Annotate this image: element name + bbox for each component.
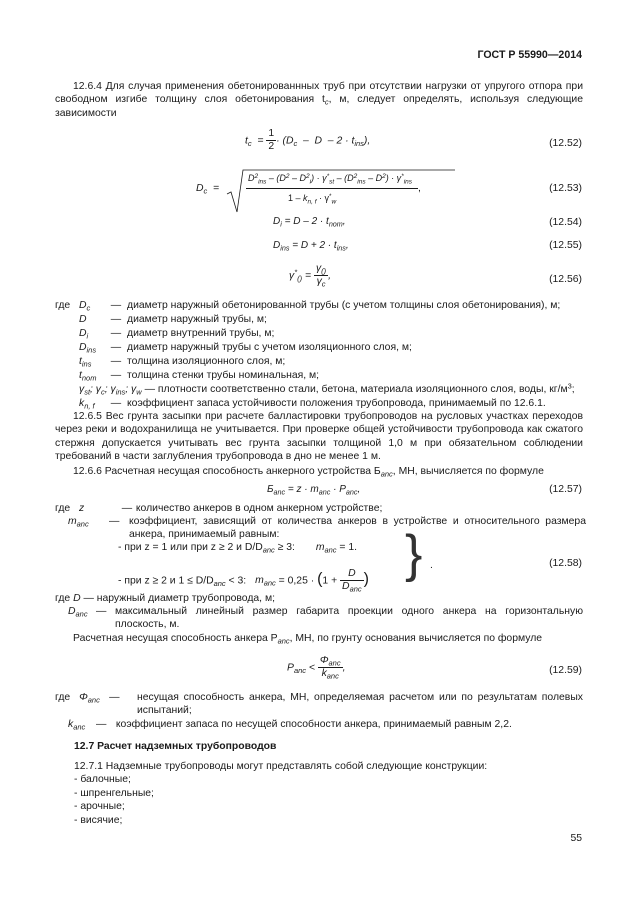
equation-number: (12.55) [549, 240, 582, 251]
document-header: ГОСТ Р 55990—2014 [477, 49, 582, 61]
def-row: $t_{ins}$ — толщина изоляционного слоя, м; [79, 356, 286, 369]
equation-number: (12.54) [549, 217, 582, 228]
def-row-Danc: $D_{anc}$ — максимальный линейный размер габарита проекции одного анкера на горизонтальную плоскость, м. [68, 606, 583, 631]
def-row: $k_{n, f}$ — коэффициент запаса устойчивости положения трубопровода, принимаемый по 12.6.1. [79, 398, 546, 411]
formula-12-54: $D_i = D - 2 \cdot t_{nom}$, [273, 216, 346, 229]
paragraph-12-6-5: 12.6.5 Вес грунта засыпки при расчете балластировки трубопроводов на русловых участках переходов через реки и водохранилища не учитывается. При проверке общей устойчивости трубопровода как сжатого стержня допускается учитывать вес грунта засыпки толщиной 1,0 м при обязательном соблюдении требований в части заглубления трубопровода в дно не менее 1 м. [55, 411, 583, 463]
formula-12-52: $t_c$ = $\frac{1}{2}$ · $(D_c - D - 2 \cdot t_{ins})$, [245, 128, 371, 152]
paragraph-12-6-4: 12.6.4 Для случая применения обетонированнных труб при отсутствии нагрузки от упругого отпора при свободном изгибе толщину слоя обетонирования $t_c$, м, следует определять, используя следующие зависимости [55, 81, 583, 119]
equation-number: (12.52) [549, 138, 582, 149]
equation-number: (12.59) [549, 665, 582, 676]
where-label: где [55, 300, 71, 311]
paragraph-12-6-6: 12.6.6 Расчетная несущая способность анкерного устройства $Б_{anc}$, МН, вычисляется по формуле [73, 466, 544, 479]
equation-number: (12.57) [549, 484, 582, 495]
list-item: - балочные; [74, 774, 131, 785]
list-item: - шпренгельные; [74, 788, 154, 799]
equation-number: (12.53) [549, 183, 582, 194]
def-row: z — количество анкеров в одном анкерном устройстве; [79, 503, 383, 514]
equation-number: (12.58) [549, 558, 582, 569]
def-row: $D_c$ — диаметр наружный обетонированной трубы (с учетом толщины слоя обетонирования), м; [79, 300, 561, 313]
case-2: - при z ≥ 2 и $1 \le D/D_{anc} < 3$: $m_{anc} = 0,25 \cdot (1$ + $\frac{D}{D_{anc}}$ ) [118, 568, 369, 594]
list-item: - висячие; [74, 815, 123, 826]
def-row: $D_{ins}$ — диаметр наружный трубы с учетом изоляционного слоя, м; [79, 342, 412, 355]
page-number: 55 [570, 833, 582, 844]
equation-number: (12.56) [549, 274, 582, 285]
section-heading: 12.7 Расчет надземных трубопроводов [74, 741, 277, 752]
def-row-phi: где $\Phi_{anc}$ — несущая способность анкера, МН, определяемая расчетом или по результатам полевых испытаний; [55, 692, 583, 717]
right-brace: } [405, 525, 423, 583]
def-row-gamma: $\gamma_{st}$; $\gamma_c$; $\gamma_{ins}$; $\gamma_w$ — плотности соответственно стали, бетона, материала изоляционного слоя, воды, $кг/м^3$; [79, 381, 575, 397]
formula-12-59: $P_{anc}$ < $\frac{\Phi_{anc}}{k_{anc}}$ , [287, 655, 346, 681]
def-row: $D_i$ — диаметр внутренний трубы, м; [79, 328, 275, 341]
def-row: $t_{nom}$ — толщина стенки трубы номинальная, м; [79, 370, 320, 383]
paragraph-12-7-1: 12.7.1 Надземные трубопроводы могут представлять собой следующие конструкции: [74, 761, 488, 772]
formula-12-57: $Б_{anc} = z \cdot m_{anc} \cdot P_{anc}$, [267, 484, 361, 497]
case-1: - при z = 1 или при z ≥ 2 и $D/D_{anc} \ge 3$: $m_{anc} = 1$. [118, 542, 358, 555]
list-item: - арочные; [74, 801, 125, 812]
def-row: D — диаметр наружный трубы, м; [79, 314, 267, 325]
formula-12-55: $D_{ins} = D + 2 \cdot t_{ins}$, [273, 240, 349, 253]
paragraph-panc: Расчетная несущая способность анкера $P_{anc}$, МН, по грунту основания вычисляется по формуле [73, 633, 543, 646]
def-row-kanc: $k_{anc}$ — коэффициент запаса по несущей способности анкера, принимаемый равным 2,2. [68, 719, 512, 732]
def-row: $m_{anc}$ — коэффициент, зависящий от количества анкеров в устройстве и относительного размера анкера, принимаемый равным: [68, 516, 586, 541]
def-row-D: где D — наружный диаметр трубопровода, м; [55, 593, 275, 604]
formula-12-56: $\gamma^*_{()}$ = $\frac{\gamma_{()}}{\gamma_c}$ , [289, 263, 332, 289]
